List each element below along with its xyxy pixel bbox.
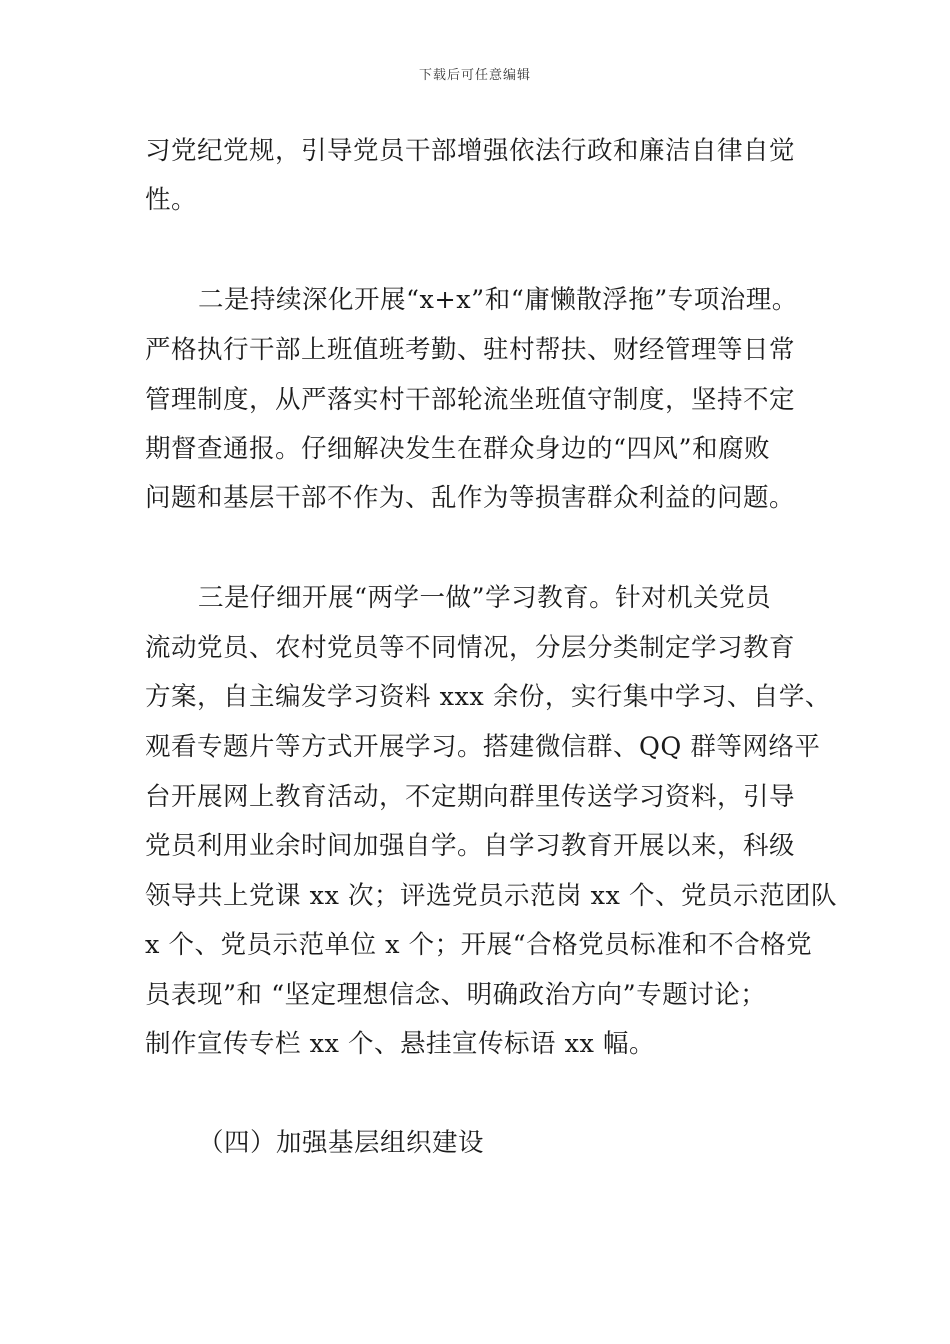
paragraph-3-line-1: 三是仔细开展“两学一做”学习教育。针对机关党员	[198, 583, 772, 613]
paragraph-3-line-7: 领导共上党课 xx 次；评选党员示范岗 xx 个、党员示范团队	[145, 881, 837, 911]
paragraph-3-line-9: 员表现”和 “坚定理想信念、明确政治方向”专题讨论；	[145, 980, 767, 1010]
paragraph-3-line-3: 方案，自主编发学习资料 xxx 余份，实行集中学习、自学、	[145, 682, 831, 712]
paragraph-1-line-2: 性。	[145, 185, 198, 215]
paragraph-1-line-1: 习党纪党规，引导党员干部增强依法行政和廉洁自律自觉	[145, 136, 796, 166]
paragraph-3-line-6: 党员利用业余时间加强自学。自学习教育开展以来，科级	[145, 831, 796, 861]
paragraph-3-line-10: 制作宣传专栏 xx 个、悬挂宣传标语 xx 幅。	[145, 1029, 655, 1059]
page-header: 下载后可任意编辑	[418, 68, 531, 83]
paragraph-2-line-5: 问题和基层干部不作为、乱作为等损害群众利益的问题。	[145, 483, 796, 513]
paragraph-3-line-2: 流动党员、农村党员等不同情况，分层分类制定学习教育	[145, 633, 796, 663]
paragraph-2-line-4: 期督查通报。仔细解决发生在群众身边的“四风”和腐败	[145, 434, 771, 464]
paragraph-3-line-8: x 个、党员示范单位 x 个；开展“合格党员标准和不合格党	[145, 930, 813, 960]
paragraph-2-line-2: 严格执行干部上班值班考勤、驻村帮扶、财经管理等日常	[145, 335, 796, 365]
paragraph-3-line-4: 观看专题片等方式开展学习。搭建微信群、QQ 群等网络平	[145, 732, 821, 762]
paragraph-2-line-1: 二是持续深化开展“x+x”和“庸懒散浮拖”专项治理。	[198, 285, 798, 315]
paragraph-3-line-5: 台开展网上教育活动，不定期向群里传送学习资料，引导	[145, 782, 796, 812]
section-heading: （四）加强基层组织建设	[198, 1128, 485, 1158]
paragraph-2-line-3: 管理制度，从严落实村干部轮流坐班值守制度，坚持不定	[145, 385, 796, 415]
